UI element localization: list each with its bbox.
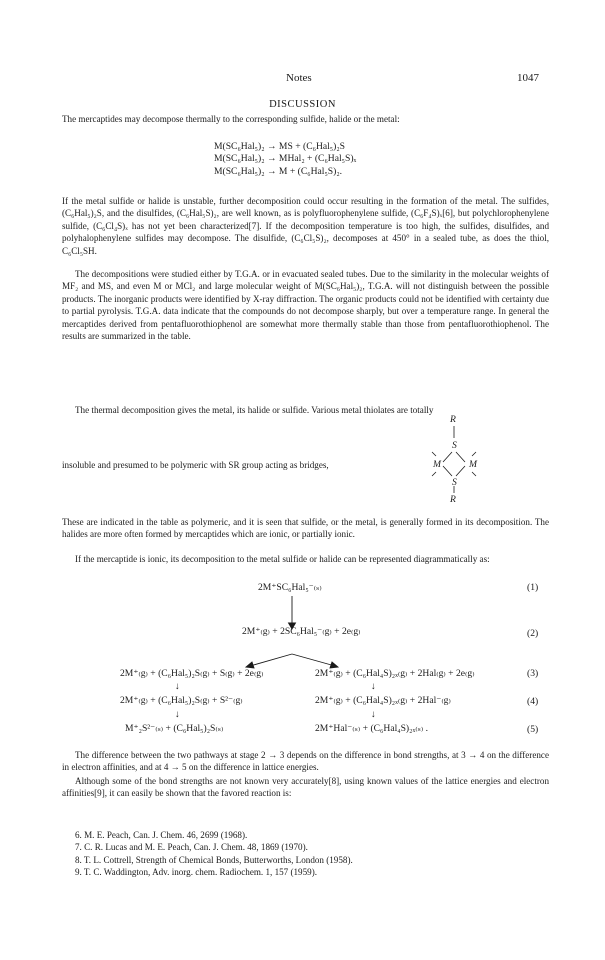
- scheme-arrow-left-a: ↓: [175, 681, 180, 692]
- paragraph-thermal: The thermal decomposition gives the metal, its halide or sulfide. Various metal thiolates are totally: [75, 405, 434, 415]
- section-title: DISCUSSION: [269, 99, 336, 110]
- page-number: 1047: [517, 72, 539, 84]
- paragraph-stability: If the metal sulfide or halide is unstable, further decomposition could occur resulting in the formation of the metal. The sulfides, (C₆Hal₅)₂S, and the disulfides, (C₆Hal₅S)₂, are well known, as is polyfluorophenylene sulfide, (C₆F₄S)ₓ[6], but polychlorophenylene sulfide, (C₆Cl₄S)ₓ has not yet been characterized[7]. If the decomposition temperature is too high, the sulfides, disulfides, and polyhalophenylene sulfides may decompose. The disulfide, (C₆Cl₅S)₂, decomposes at 450° in a sealed tube, as does the thiol, C₆Cl₅SH.: [62, 196, 549, 256]
- bridge-left-m: M: [433, 459, 441, 470]
- scheme-arrow-left-b: ↓: [175, 709, 180, 720]
- bridge-right-m: M: [469, 459, 477, 470]
- reference-list: [75, 829, 353, 879]
- reaction-metal: M(SC₆Hal₅)₂ → M + (C₆Hal₅S)₂.: [214, 165, 343, 177]
- paragraph-bond-strengths: Although some of the bond strengths are not known very accurately[8], using known values of the lattice energies and electron affinities[9], it can easily be shown that the favored reaction is:: [62, 776, 549, 799]
- reference-item: 7. C. R. Lucas and M. E. Peach, Can. J. Chem. 48, 1869 (1970).: [75, 842, 308, 853]
- scheme-arrow-right-a: ↓: [371, 681, 376, 692]
- paragraph-decompositions: The decompositions were studied either by T.G.A. or in evacuated sealed tubes. Due to the similarity in the molecular weights of MF₂ and MS, and even M or MCl₂ and large molecular weight of M(SC₆Hal₅)₂, T.G.A. will not distinguish between the possible products. The inorganic products were identified by X-ray diffraction. The organic products could not be identified with certainty due to partial pyrolysis. T.G.A. data indicate that the compounds do not decompose sharply, but over a temperature range. In general the mercaptides derived from pentafluorothiophenol are somewhat more thermally stable than those from pentafluorothiophenol. The results are summarized in the table.: [62, 269, 549, 342]
- equation-number-4: (4): [527, 696, 539, 707]
- scheme-right-4: 2M⁺₍g₎ + (C₆Hal₄S)₂ₓ₍g₎ + 2Hal⁻₍g₎: [315, 695, 451, 706]
- bridge-bottom-r: R: [450, 494, 456, 505]
- equation-number-5: (5): [527, 724, 539, 735]
- equation-number-2: (2): [527, 628, 539, 639]
- scheme-left-4: 2M⁺₍g₎ + (C₆Hal₅)₂S₍g₎ + S²⁻₍g₎: [120, 695, 243, 706]
- equation-number-1: (1): [527, 582, 539, 593]
- scheme-arrows: [240, 594, 360, 694]
- reaction-list: [214, 141, 356, 178]
- scheme-right-3: 2M⁺₍g₎ + (C₆Hal₄S)₂ₓ₍g₎ + 2Hal₍g₎ + 2e₍g₎: [315, 668, 475, 679]
- equation-number-3: (3): [527, 668, 539, 679]
- reference-item: 8. T. L. Cottrell, Strength of Chemical Bonds, Butterworths, London (1958).: [75, 854, 353, 865]
- reference-item: 9. T. C. Waddington, Adv. inorg. chem. Radiochem. 1, 157 (1959).: [75, 867, 317, 878]
- reaction-sulfide: M(SC₆Hal₅)₂ → MS + (C₆Hal₅)₂S: [214, 141, 346, 152]
- bridge-top-s: S: [452, 440, 457, 451]
- scheme-left-3: 2M⁺₍g₎ + (C₆Hal₅)₂S₍g₎ + S₍g₎ + 2e₍g₎: [120, 668, 264, 679]
- bridge-bottom-s: S: [452, 477, 457, 488]
- running-header: Notes: [286, 72, 312, 84]
- bridge-caption: insoluble and presumed to be polymeric with SR group acting as bridges,: [62, 460, 329, 470]
- scheme-right-5: 2M⁺Hal⁻₍ₛ₎ + (C₆Hal₄S)₂ₓ₍ₛ₎ .: [315, 723, 428, 734]
- paragraph-ionic: If the mercaptide is ionic, its decomposition to the metal sulfide or halide can be represented diagrammatically as:: [75, 554, 490, 564]
- scheme-step-2: 2M⁺₍g₎ + 2SC₆Hal₅⁻₍g₎ + 2e₍g₎: [242, 626, 361, 637]
- reference-item: 6. M. E. Peach, Can. J. Chem. 46, 2699 (1968).: [75, 830, 248, 840]
- intro-paragraph: The mercaptides may decompose thermally to the corresponding sulfide, halide or the metal:: [62, 114, 400, 124]
- reaction-halide: M(SC₆Hal₅)₂ → MHal₂ + (C₆Hal₅S)ₓ: [214, 153, 357, 165]
- scheme-arrow-right-b: ↓: [371, 709, 376, 720]
- paragraph-pathways: The difference between the two pathways at stage 2 → 3 depends on the difference in bond strengths, at 3 → 4 on the difference in electron affinities, and at 4 → 5 on the difference in lattice energies.: [62, 750, 549, 773]
- bridge-top-r: R: [450, 414, 456, 425]
- scheme-step-1: 2M⁺SC₆Hal₅⁻₍ₛ₎: [258, 582, 322, 593]
- scheme-left-5: M⁺₂S²⁻₍ₛ₎ + (C₆Hal₅)₂S₍ₛ₎: [125, 723, 224, 734]
- paragraph-polymeric: These are indicated in the table as polymeric, and it is seen that sulfide, or the metal, is generally formed in its decomposition. The halides are more often formed by mercaptides which are ionic, or partially ionic.: [62, 517, 549, 540]
